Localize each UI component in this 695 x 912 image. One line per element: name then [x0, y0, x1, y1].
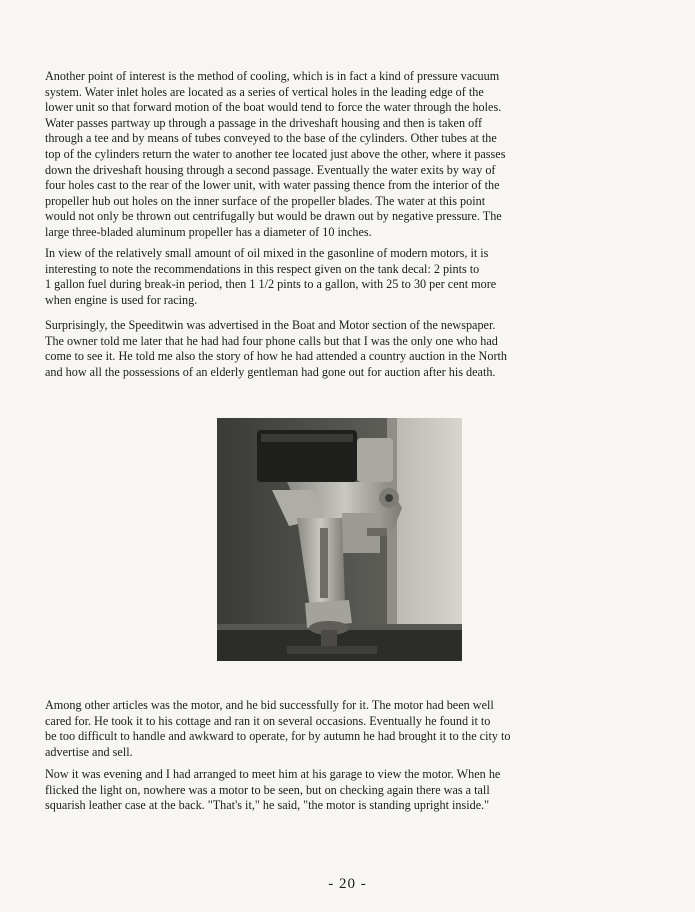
text-line: advertise and sell.: [45, 744, 133, 759]
paragraph-auction: [45, 698, 645, 760]
text-line: through a tee and by means of tubes conveyed to the base of the cylinders. Other tubes at the: [45, 131, 497, 146]
text-line: In view of the relatively small amount of oil mixed in the gasonline of modern motors, it is: [45, 246, 489, 260]
paragraph-oil-mixture: [45, 246, 645, 308]
text-line: Water passes partway up through a passage in the driveshaft housing and then is taken off: [45, 115, 483, 130]
paragraph-cooling: [45, 69, 645, 241]
text-line: top of the cylinders return the water to another tee located just above the other, where it passes: [45, 146, 506, 161]
text-line: The owner told me later that he had had four phone calls but that I was the only one who had: [45, 333, 498, 348]
text-line: propeller hub out holes on the inner surface of the propeller blades. The water at this point: [45, 193, 486, 208]
text-line: four holes cast to the rear of the lower unit, with water passing thence from the interior of the: [45, 178, 500, 193]
text-line: cared for. He took it to his cottage and ran it on several occasions. Eventually he found it to: [45, 713, 491, 728]
text-line: lower unit so that forward motion of the boat would tend to force the water through the holes.: [45, 100, 502, 115]
text-line: and how all the possessions of an elderly gentleman had gone out for auction after his death.: [45, 364, 496, 379]
text-line: would not only be thrown out centrifugally but would be drawn out by negative pressure. The: [45, 209, 502, 224]
text-line: Now it was evening and I had arranged to meet him at his garage to view the motor. When he: [45, 767, 501, 781]
text-line: system. Water inlet holes are located as a series of vertical holes in the leading edge of the: [45, 84, 484, 99]
text-line: 1 gallon fuel during break-in period, then 1 1/2 pints to a gallon, with 25 to 30 per cent more: [45, 277, 497, 292]
text-line: Among other articles was the motor, and he bid successfully for it. The motor had been well: [45, 698, 494, 712]
text-line: when engine is used for racing.: [45, 292, 198, 307]
outboard-motor-photo: [217, 418, 462, 661]
text-line: large three-bladed aluminum propeller has a diameter of 10 inches.: [45, 224, 372, 239]
text-line: come to see it. He told me also the story of how he had attended a country auction in the North: [45, 349, 507, 364]
text-line: flicked the light on, nowhere was a motor to be seen, but on checking again there was a tall: [45, 782, 490, 797]
page-number: - 20 -: [328, 876, 367, 892]
text-line: Another point of interest is the method of cooling, which is in fact a kind of pressure vacuum: [45, 69, 500, 83]
text-line: Surprisingly, the Speeditwin was advertised in the Boat and Motor section of the newspaper.: [45, 318, 496, 332]
paragraph-advertisement: [45, 318, 645, 380]
text-line: squarish leather case at the back. "That's it," he said, "the motor is standing upright inside.": [45, 798, 490, 813]
paragraph-garage: [45, 767, 645, 814]
text-line: down the driveshaft housing through a second passage. Eventually the water exits by way of: [45, 162, 496, 177]
text-line: interesting to note the recommendations in this respect given on the tank decal: 2 pints to: [45, 261, 480, 276]
text-line: be too difficult to handle and awkward to operate, for by autumn he had brought it to the city to: [45, 729, 511, 744]
